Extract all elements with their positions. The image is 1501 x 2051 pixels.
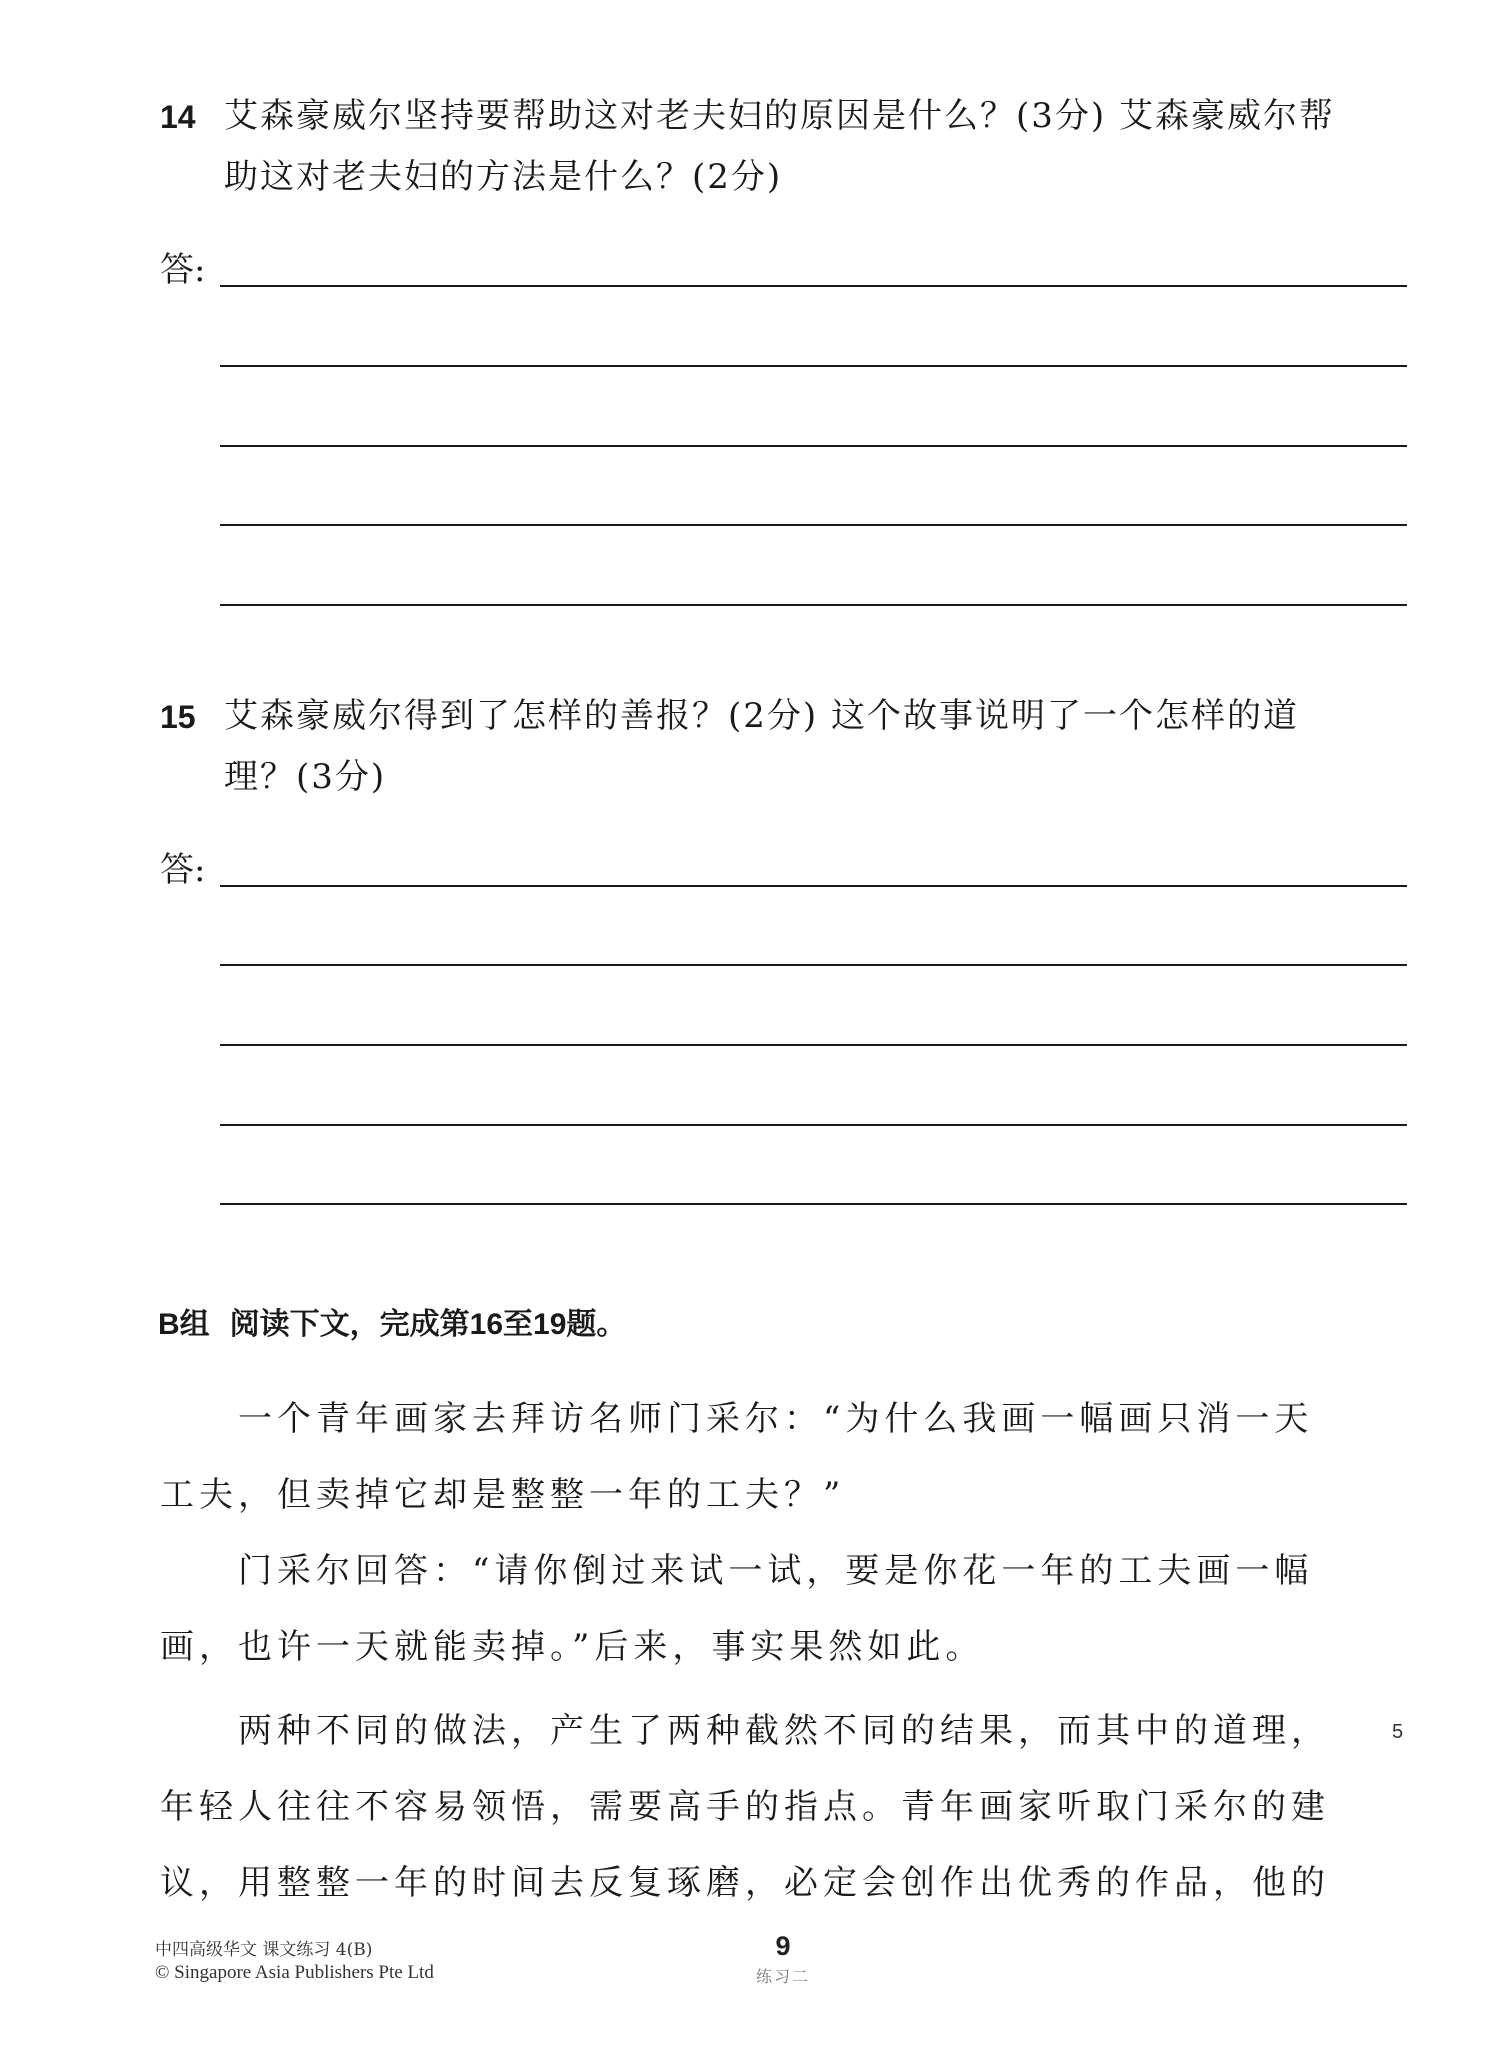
section-b-instruction: 阅读下文，完成第16至19题。 bbox=[229, 1308, 627, 1341]
question-15-line-2: 理？(3分) bbox=[224, 757, 387, 797]
question-15-line-1: 艾森豪威尔得到了怎样的善报？(2分) 这个故事说明了一个怎样的道 bbox=[224, 696, 1299, 736]
passage-line-4: 画，也许一天就能卖掉。”后来，事实果然如此。 bbox=[160, 1627, 985, 1667]
answer-line-14-4[interactable] bbox=[220, 524, 1407, 526]
passage-line-7: 议，用整整一年的时间去反复琢磨，必定会创作出优秀的作品，他的 bbox=[160, 1863, 1330, 1903]
footer-unit-label: 练习二 bbox=[755, 1967, 810, 1986]
footer-copyright: © Singapore Asia Publishers Pte Ltd bbox=[155, 1962, 434, 1983]
section-b-header bbox=[158, 1307, 626, 1343]
question-14-line-2: 助这对老夫妇的方法是什么？(2分) bbox=[224, 157, 783, 197]
passage-line-1: 一个青年画家去拜访名师门采尔：“为什么我画一幅画只消一天 bbox=[238, 1399, 1314, 1439]
answer-label-15: 答: bbox=[160, 850, 206, 890]
passage-line-5: 两种不同的做法，产生了两种截然不同的结果，而其中的道理， bbox=[238, 1711, 1330, 1751]
answer-line-14-3[interactable] bbox=[220, 445, 1407, 447]
question-14-line-1: 艾森豪威尔坚持要帮助这对老夫妇的原因是什么？(3分) 艾森豪威尔帮 bbox=[224, 96, 1335, 136]
answer-line-15-1[interactable] bbox=[220, 885, 1407, 887]
passage-line-3: 门采尔回答：“请你倒过来试一试，要是你花一年的工夫画一幅 bbox=[238, 1551, 1314, 1591]
passage-line-6: 年轻人往往不容易领悟，需要高手的指点。青年画家听取门采尔的建 bbox=[160, 1787, 1330, 1827]
section-b-label: B组 bbox=[158, 1308, 210, 1341]
question-number-15: 15 bbox=[160, 699, 196, 735]
line-number-marker: 5 bbox=[1392, 1721, 1404, 1743]
answer-line-15-4[interactable] bbox=[220, 1124, 1407, 1126]
answer-line-14-1[interactable] bbox=[220, 285, 1407, 287]
footer-book-title: 中四高级华文 课文练习 4(B) bbox=[155, 1940, 373, 1960]
answer-line-14-2[interactable] bbox=[220, 365, 1407, 367]
answer-line-15-3[interactable] bbox=[220, 1044, 1407, 1046]
page-number: 9 bbox=[775, 1931, 791, 1961]
passage-line-2: 工夫，但卖掉它却是整整一年的工夫？” bbox=[160, 1475, 846, 1515]
answer-label-14: 答: bbox=[160, 250, 206, 290]
answer-line-14-5[interactable] bbox=[220, 604, 1407, 606]
question-number-14: 14 bbox=[160, 99, 196, 135]
answer-line-15-2[interactable] bbox=[220, 964, 1407, 966]
answer-line-15-5[interactable] bbox=[220, 1203, 1407, 1205]
